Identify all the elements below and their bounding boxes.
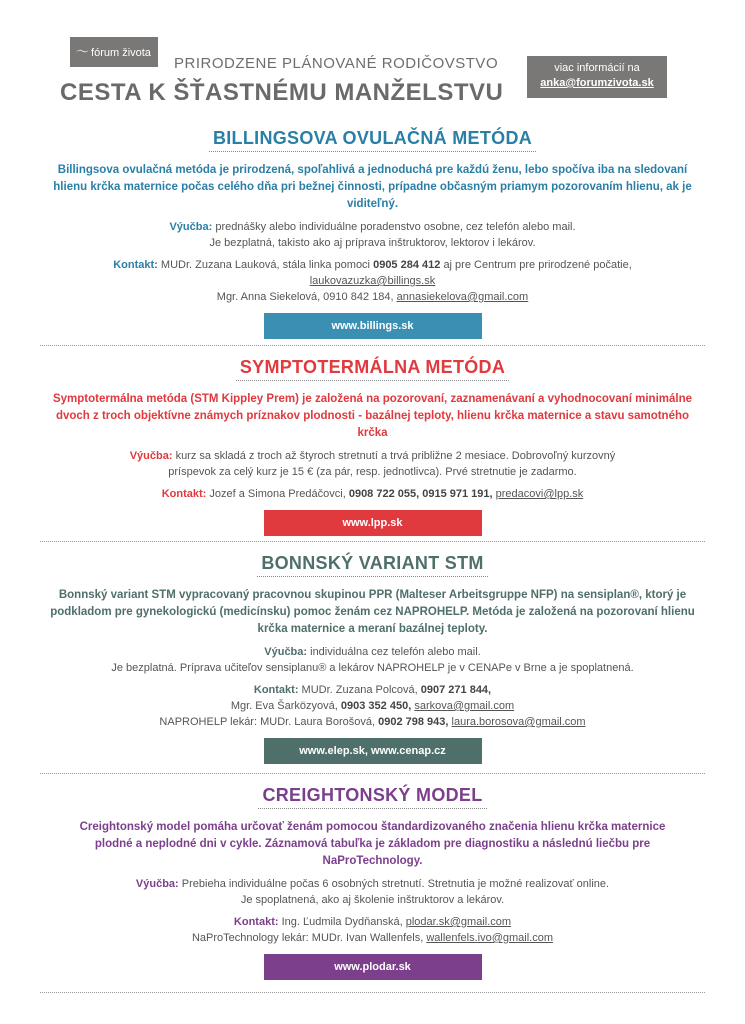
symptotermal-web-button[interactable]: www.lpp.sk: [264, 510, 482, 536]
bonn-kontakt-row2: [40, 698, 705, 714]
info-email-link[interactable]: anka@forumzivota.sk: [540, 77, 654, 89]
kontakt-label: Kontakt:: [253, 684, 299, 696]
creighton-intro: Creightonský model pomáha určovať ženám pomocou štandardizovaného značenia hlienu krčka maternice plodné a neplodné dni v cykle. Záznamová tabuľka je základom pre diagnostiku a následnú liečbu pre NaProTechnology.: [79, 821, 666, 867]
creighton-title: CREIGHTONSKÝ MODEL: [258, 785, 486, 809]
symptotermal-intro: Symptotermálna metóda (STM Kippley Prem) je založená na pozorovaní, zaznamenávaní a vyhodnocovaní minimálne dvoch z troch objektívne známych príznakov plodnosti - bazálnej teploty, hlienu krčka maternice a stavu samotného krčka: [52, 393, 693, 439]
kontakt-phone: 0902 798 943,: [378, 716, 449, 728]
kontakt-label: Kontakt:: [161, 488, 207, 500]
creighton-kontakt: [40, 914, 705, 930]
kontakt-text: Jozef a Simona Predáčovci,: [209, 488, 346, 500]
kontakt-text: Mgr. Eva Šarközyová,: [230, 700, 338, 712]
creighton-kontakt-row2: [40, 930, 705, 946]
email-link[interactable]: laukovazuzka@billings.sk: [309, 275, 436, 287]
page-title: CESTA K ŠŤASTNÉMU MANŽELSTVU: [60, 79, 504, 106]
email-link[interactable]: annasiekelova@gmail.com: [396, 291, 529, 303]
billings-kontakt-email-row: [40, 273, 705, 289]
bonn-kontakt-row3: [40, 714, 705, 730]
kontakt-text: MUDr. Zuzana Polcová,: [301, 684, 418, 696]
bonn-title: BONNSKÝ VARIANT STM: [257, 553, 487, 577]
kontakt-label: Kontakt:: [233, 916, 279, 928]
bonn-vyucba-2: Je bezplatná. Príprava učiteľov sensiplanu® a lekárov NAPROHELP je v CENAPe v Brne a je spoplatnená.: [111, 662, 634, 674]
kontakt-text: MUDr. Zuzana Lauková, stála linka pomoci: [160, 259, 371, 271]
page-subtitle: PRIRODZENE PLÁNOVANÉ RODIČOVSTVO: [174, 55, 499, 72]
email-link[interactable]: laura.borosova@gmail.com: [451, 716, 586, 728]
divider: [40, 541, 705, 542]
bonn-kontakt: [40, 682, 705, 698]
bonn-section: [40, 553, 705, 764]
email-link[interactable]: plodar.sk@gmail.com: [405, 916, 512, 928]
symptotermal-title: SYMPTOTERMÁLNA METÓDA: [236, 357, 509, 381]
kontakt-text: NAPROHELP lekár: MUDr. Laura Borošová,: [159, 716, 376, 728]
billings-kontakt-row3: [40, 289, 705, 305]
vyucba-label: Výučba:: [169, 221, 213, 233]
billings-web-button[interactable]: www.billings.sk: [264, 313, 482, 339]
bonn-vyucba: [40, 644, 705, 660]
creighton-section: [40, 785, 705, 980]
info-label: viac informácií na: [554, 62, 640, 74]
kontakt-text: Mgr. Anna Siekelová, 0910 842 184,: [216, 291, 394, 303]
symptotermal-section: [40, 357, 705, 536]
vyucba-text: kurz sa skladá z troch až štyroch stretnutí a trvá približne 2 mesiace. Dobrovoľný kurzovný: [175, 450, 616, 462]
kontakt-text: aj pre Centrum pre prirodzené počatie,: [443, 259, 632, 271]
creighton-web-button[interactable]: www.plodar.sk: [264, 954, 482, 980]
logo-swirl-icon: 〜: [76, 44, 90, 59]
kontakt-phone: 0907 271 844,: [420, 684, 492, 696]
billings-section: [40, 128, 705, 339]
forum-zivota-logo: [70, 37, 158, 67]
email-link[interactable]: predacovi@lpp.sk: [495, 488, 584, 500]
symptotermal-kontakt: [40, 486, 705, 502]
symptotermal-vyucba: [40, 448, 705, 464]
kontakt-phone: 0908 722 055, 0915 971 191,: [348, 488, 493, 500]
kontakt-text: NaProTechnology lekár: MUDr. Ivan Wallenfels,: [191, 932, 424, 944]
vyucba-label: Výučba:: [129, 450, 173, 462]
divider: [40, 992, 705, 993]
vyucba-text: individuálna cez telefón alebo mail.: [310, 646, 481, 658]
kontakt-phone: 0903 352 450,: [340, 700, 412, 712]
logo-text: fórum života: [91, 47, 151, 59]
vyucba-label: Výučba:: [264, 646, 308, 658]
kontakt-phone: 0905 284 412: [373, 259, 441, 271]
email-link[interactable]: wallenfels.ivo@gmail.com: [426, 932, 554, 944]
billings-title: BILLINGSOVA OVULAČNÁ METÓDA: [209, 128, 536, 152]
vyucba-label: Výučba:: [135, 878, 179, 890]
billings-vyucba-2: Je bezplatná, takisto ako aj príprava inštruktorov, lektorov i lekárov.: [209, 237, 536, 249]
creighton-vyucba: [40, 876, 705, 892]
vyucba-text: prednášky alebo individuálne poradenstvo osobne, cez telefón alebo mail.: [215, 221, 576, 233]
bonn-intro: Bonnský variant STM vypracovaný pracovnou skupinou PPR (Malteser Arbeitsgruppe NFP) na sensiplan®, ktorý je podkladom pre gynekologickú (medicínsku) pomoc ženám cez NAPROHELP. Metóda je založená na pozorovaní hlienu krčka maternice a meraní bazálnej teploty.: [50, 589, 695, 635]
vyucba-text: Prebieha individuálne počas 6 osobných stretnutí. Stretnutia je možné realizovať online.: [181, 878, 610, 890]
billings-intro: Billingsova ovulačná metóda je prirodzená, spoľahlivá a jednoduchá pre každú ženu, lebo spočíva iba na sledovaní hlienu krčka maternice počas celého dňa pri bežnej činnosti, prípadne občasným priamym pozorovaním hlienu, ak je viditeľný.: [53, 164, 692, 210]
kontakt-text: Ing. Ľudmila Dydňanská,: [281, 916, 403, 928]
symptotermal-vyucba-2: príspevok za celý kurz je 15 € (za pár, resp. jednotlivca). Prvé stretnutie je zadarmo.: [168, 466, 577, 478]
info-box: [527, 56, 667, 98]
bonn-web-button[interactable]: www.elep.sk, www.cenap.cz: [264, 738, 482, 764]
billings-kontakt: [40, 257, 705, 273]
kontakt-label: Kontakt:: [113, 259, 158, 271]
divider: [40, 345, 705, 346]
creighton-vyucba-2: Je spoplatnená, ako aj školenie inštruktorov a lekárov.: [240, 894, 505, 906]
billings-vyucba: [40, 219, 705, 235]
divider: [40, 773, 705, 774]
email-link[interactable]: sarkova@gmail.com: [414, 700, 515, 712]
